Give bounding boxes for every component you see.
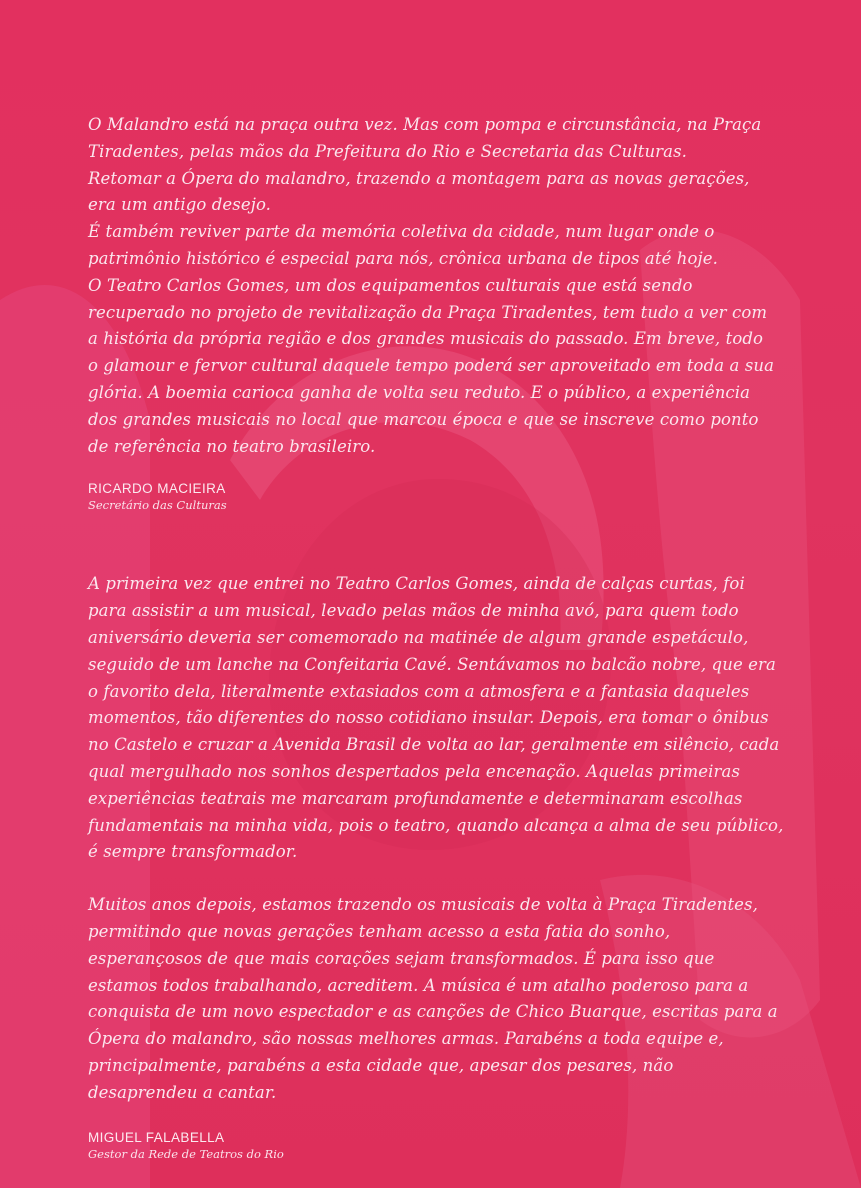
section-2-text-continued (88, 892, 788, 1106)
signature-2 (88, 1129, 788, 1162)
letter-content (88, 112, 788, 1162)
signature-2-title: Gestor da Rede de Teatros do Rio (88, 1146, 284, 1161)
section-2-paragraph-2: Muitos anos depois, estamos trazendo os musicais de volta à Praça Tiradentes, permitindo que novas gerações tenham acesso a esta fatia do sonho, esperançosos de que mais corações sejam transformados. É para isso que estamos todos trabalhando, acreditem. A música é um atalho poderoso para a conquista de um novo espectador e as canções de Chico Buarque, escritas para a Ópera do malandro, são nossas melhores armas. Parabéns a toda equipe e, principalmente, parabéns a esta cidade que, apesar dos pesares, não desaprendeu a cantar. (88, 895, 778, 1102)
section-2-paragraph-1: A primeira vez que entrei no Teatro Carlos Gomes, ainda de calças curtas, foi para assistir a um musical, levado pelas mãos de minha avó, para quem todo aniversário deveria ser comemorado na matinée de algum grande espetáculo, seguido de um lanche na Confeitaria Cavé. Sentávamos no balcão nobre, que era o favorito dela, literalmente extasiados com a atmosfera e a fantasia daqueles momentos, tão diferentes do nosso cotidiano insular. Depois, era tomar o ônibus no Castelo e cruzar a Avenida Brasil de volta ao lar, geralmente em silêncio, cada qual mergulhado nos sonhos despertados pela encenação. Aquelas primeiras experiências teatrais me marcaram profundamente e determinaram escolhas fundamentais na minha vida, pois o teatro, quando alcança a alma de seu público, é sempre transformador. (88, 574, 784, 862)
signature-1 (88, 480, 788, 513)
section-1-paragraph-1: O Malandro está na praça outra vez. Mas com pompa e circunstância, na Praça Tiradentes, pelas mãos da Prefeitura do Rio e Secretaria das Culturas. (88, 115, 762, 161)
section-1-paragraph-2: Retomar a Ópera do malandro, trazendo a montagem para as novas gerações, era um antigo desejo. (88, 168, 750, 215)
signature-1-name: RICARDO MACIEIRA (88, 481, 226, 497)
section-2-text (88, 571, 788, 866)
signature-1-title: Secretário das Culturas (88, 498, 227, 513)
section-1-paragraph-3: É também reviver parte da memória coletiva da cidade, num lugar onde o patrimônio histórico é especial para nós, crônica urbana de tipos até hoje. (88, 222, 718, 268)
section-1-text (88, 112, 778, 460)
signature-2-name: MIGUEL FALABELLA (88, 1129, 225, 1145)
section-1-paragraph-4: O Teatro Carlos Gomes, um dos equipamentos culturais que está sendo recuperado no projeto de revitalização da Praça Tiradentes, tem tudo a ver com a história da própria região e dos grandes musicais do passado. Em breve, todo o glamour e fervor cultural daquele tempo poderá ser aproveitado em toda a sua glória. A boemia carioca ganha de volta seu reduto. E o público, a experiência dos grandes musicais no local que marcou época e que se inscreve como ponto de referência no teatro brasileiro. (88, 275, 775, 456)
